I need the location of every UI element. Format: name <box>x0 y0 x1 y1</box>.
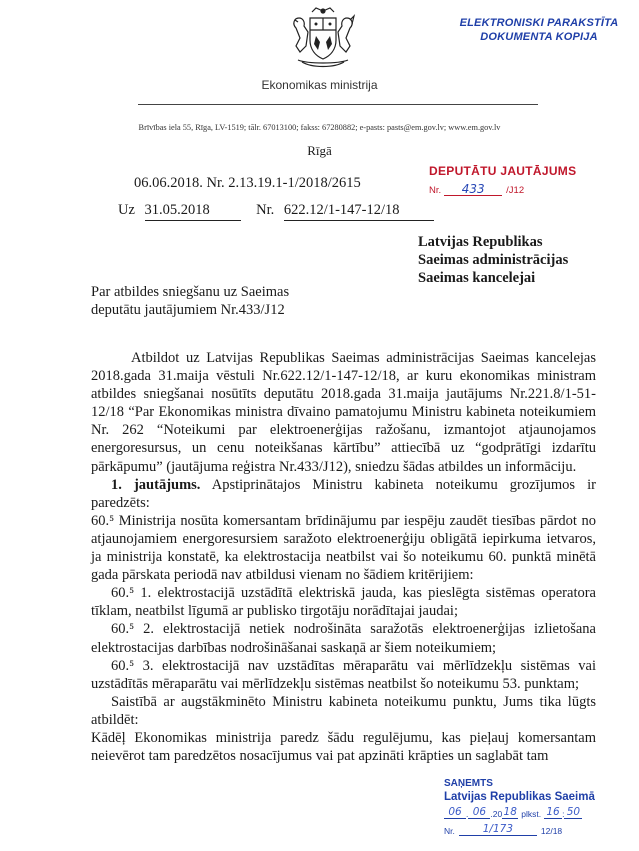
subject-line-2: deputātu jautājumiem Nr.433/J12 <box>91 302 285 318</box>
received-month: 06 <box>468 807 490 819</box>
body-paragraph-link: Saistībā ar augstākminēto Ministru kabineta noteikumu punktu, Jums tika lūgts atbildēt: <box>91 693 596 728</box>
received-time-label: plkst. <box>521 809 542 819</box>
received-stamp <box>444 778 629 836</box>
addressee-line-2: Saeimas administrācijas <box>418 252 569 268</box>
subject-block <box>91 283 289 319</box>
body-clause-60-5-3: 60.⁵ 3. elektrostacijā nav uzstādītas mēraparātu vai mērlīdzekļu sistēmas vai uzstādītās mēraparātu vai mērlīdzekļu sistēmas neatbilst šo noteikumu 53. punktam; <box>91 657 596 692</box>
reference-prefix: Uz <box>118 202 135 218</box>
document-date-number: 06.06.2018. Nr. 2.13.19.1-1/2018/2615 <box>134 175 361 191</box>
addressee-block <box>418 233 568 287</box>
received-number: 1/173 <box>459 824 537 836</box>
reference-line <box>118 202 434 221</box>
received-stamp-date-row: 06 . 06 . 20 18 plkst. 16 : 50 <box>444 807 629 819</box>
reference-number: 622.12/1-147-12/18 <box>284 202 434 221</box>
coat-of-arms-emblem <box>288 6 358 70</box>
reference-nr-label: Nr. <box>256 202 275 218</box>
letterhead-contacts: Brīvības iela 55, Rīga, LV-1519; tālr. 67013100; fakss: 67280882; e-pasts: pasts@em.gov.lv; www.em.gov.lv <box>138 123 501 132</box>
received-nr-label: Nr. <box>444 826 455 836</box>
question-1-text: Apstiprinātajos Ministru kabineta noteikumu grozījumos ir paredzēts: <box>91 476 596 511</box>
addressee-line-1: Latvijas Republikas <box>418 234 543 250</box>
received-number-suffix: 12/18 <box>540 826 563 836</box>
e-stamp-line-2: DOKUMENTA KOPIJA <box>480 31 598 43</box>
body-clause-60-5-1: 60.⁵ 1. elektrostacijā uzstādītā elektriskā jauda, kas pieslēgta sistēmas operatora tīklam, neatbilst līgumā ar publisko tirgotāju norādītajai jaudai; <box>91 585 596 620</box>
received-year-prefix: 20 <box>492 809 503 819</box>
body-paragraph-why: Kādēļ Ekonomikas ministrija paredz šādu regulējumu, kas pieļauj komersantam neievērot tam paredzētos nosacījumus vai pat apzināti krāpties un saglabāt tam <box>91 729 596 765</box>
deputy-question-stamp <box>429 164 579 196</box>
letterhead-divider <box>138 104 538 105</box>
question-1-label: 1. jautājums. <box>111 476 201 493</box>
city-line: Rīgā <box>307 143 332 158</box>
received-year: 18 <box>503 806 517 818</box>
received-hour: 16 <box>544 807 562 819</box>
ministry-name: Ekonomikas ministrija <box>261 78 378 92</box>
body-paragraph-intro: Atbildot uz Latvijas Republikas Saeimas administrācijas Saeimas kancelejas 2018.gada 31.maija vēstuli Nr.622.12/1-147-12/18, ar kuru ekonomikas ministram atbildes sniegšanai nosūtīts deputātu 2018.gada 31.maija jautājums Nr.221.8/1-51-12/18 “Par Ekonomikas ministra dīvaino pamatojumu Ministru kabineta noteikumiem Nr. 262 “Noteikumi par elektroenerģijas ražošanu, izmantojot atjaunojamos energoresursus, un cenu noteikšanas kārtību” attiecībā uz “godprātīgi izdarītu pārkāpumu” (jautājuma reģistra Nr.433/J12), sniedzu šādas atbildes un informāciju. <box>91 350 596 475</box>
body-clause-60-5-2: 60.⁵ 2. elektrostacijā netiek nodrošināta saražotās elektroenerģijas izlietošana elektrostacijas darbības nodrošināšanai saskaņā ar šiem noteikumiem; <box>91 621 596 656</box>
received-day: 06 <box>444 807 466 819</box>
reference-date: 31.05.2018 <box>145 202 241 221</box>
deputy-stamp-number: 433 <box>444 183 502 196</box>
body-question-1 <box>91 476 596 512</box>
deputy-stamp-suffix: /J12 <box>506 185 525 196</box>
deputy-stamp-number-row <box>429 183 579 196</box>
letter-body <box>91 349 596 765</box>
deputy-stamp-nr-label: Nr. <box>429 185 442 196</box>
e-stamp-line-1: ELEKTRONISKI PARAKSTĪTA <box>459 17 619 29</box>
received-minute: 50 <box>564 807 582 819</box>
addressee-line-3: Saeimas kancelejai <box>418 270 536 286</box>
e-signature-copy-stamp <box>454 16 624 44</box>
received-stamp-number-row <box>444 824 629 836</box>
received-stamp-title: SAŅEMTS <box>444 778 493 789</box>
received-stamp-org: Latvijas Republikas Saeimā <box>444 791 595 803</box>
subject-line-1: Par atbildes sniegšanu uz Saeimas <box>91 284 290 300</box>
deputy-stamp-title: DEPUTĀTU JAUTĀJUMS <box>429 164 577 178</box>
body-clause-60-5: 60.⁵ Ministrija nosūta komersantam brīdinājumu par iespēju zaudēt tiesības pārdot no atjaunojamiem energoresursiem saražoto elektroenerģiju obligātā iepirkuma ietvaros, ja ministrija konstatē, ka elektrostacija neatbilst vai šo noteikumu 60. punktā minētā gada pārskata periodā nav atbildusi vienam no šādiem kritērijiem: <box>91 512 596 584</box>
